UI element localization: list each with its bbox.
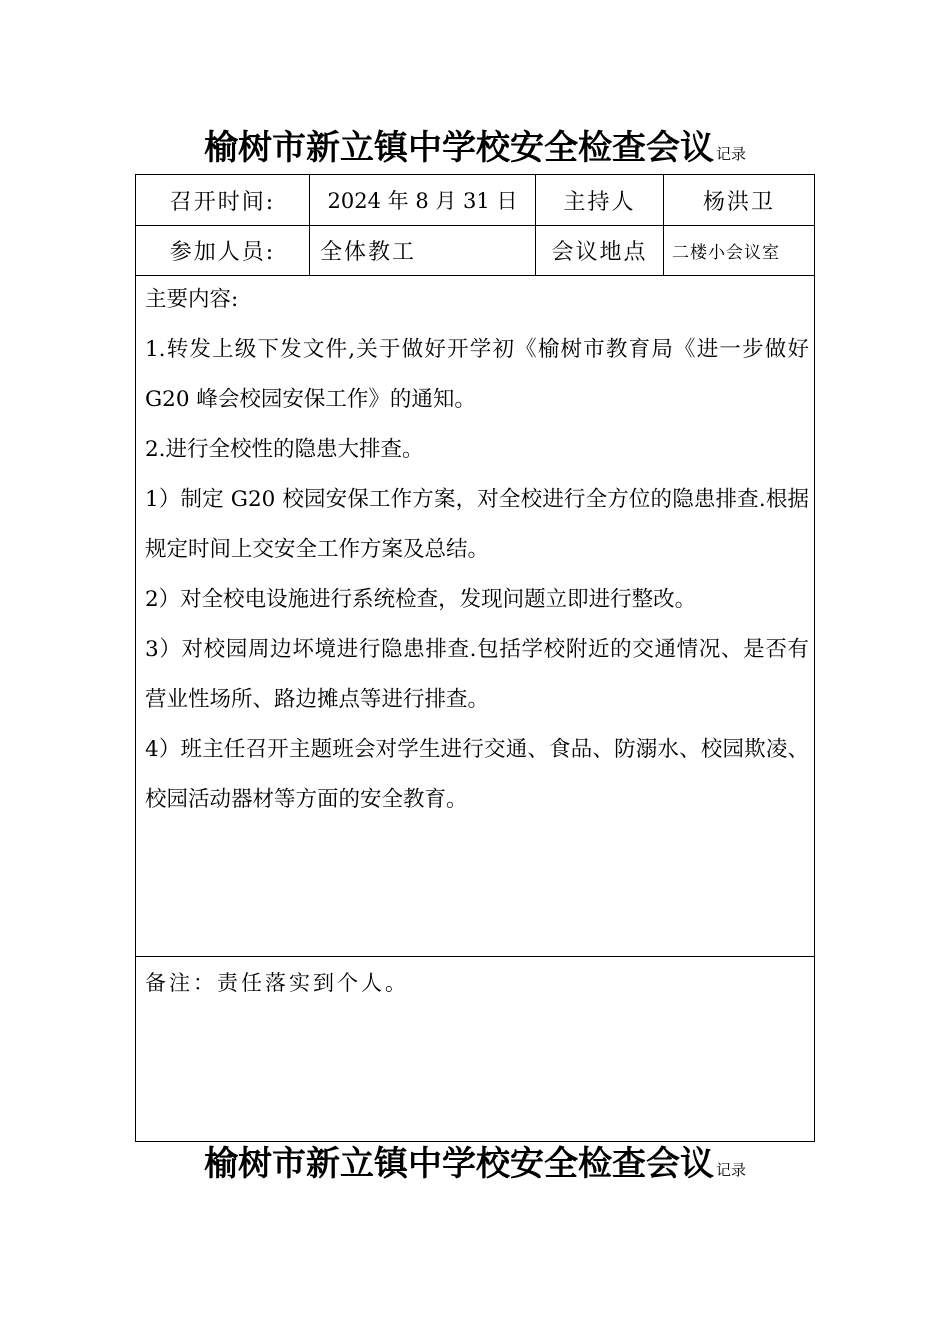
content-item: 2）对全校电设施进行系统检查，发现问题立即进行整改。 <box>145 587 697 612</box>
content-heading: 主要内容: <box>145 287 239 312</box>
host-label: 主持人 <box>563 189 636 215</box>
time-value: 2024 年 8 月 31 日 <box>327 189 518 213</box>
content-item: 1）制定 G20 校园安保工作方案，对全校进行全方位的隐患排查.根据规定时间上交安全工作方案及总结。 <box>145 487 809 562</box>
venue-label: 会议地点 <box>551 240 648 265</box>
content-item: 2.进行全校性的隐患大排查。 <box>145 437 424 462</box>
attendees-value: 全体教工 <box>320 240 417 265</box>
host-value: 杨洪卫 <box>702 189 775 215</box>
document-title-main: 榆树市新立镇中学校安全检查会议 <box>203 128 714 168</box>
document-title-repeat <box>0 1144 950 1190</box>
content-item: 1.转发上级下发文件,关于做好开学初《榆树市教育局《进一步做好 G20 峰会校园安保工作》的通知。 <box>145 337 809 412</box>
main-content <box>145 275 809 825</box>
content-item: 4）班主任召开主题班会对学生进行交通、食品、防溺水、校园欺凌、校园活动器材等方面的安全教育。 <box>145 737 809 812</box>
content-item: 3）对校园周边坏境进行隐患排查.包括学校附近的交通情况、是否有营业性场所、路边摊点等进行排查。 <box>145 637 809 712</box>
attendees-label: 参加人员: <box>169 240 276 265</box>
row-divider <box>136 956 814 957</box>
document-title-main: 榆树市新立镇中学校安全检查会议 <box>203 1144 714 1184</box>
venue-value: 二楼小会议室 <box>672 243 780 263</box>
remark: 备注：责任落实到个人。 <box>145 971 409 995</box>
document-title-suffix: 记录 <box>715 1161 746 1179</box>
meeting-record-table <box>135 174 815 1142</box>
document-title-suffix: 记录 <box>715 145 746 163</box>
time-label: 召开时间: <box>169 189 276 215</box>
document-title <box>0 128 950 174</box>
